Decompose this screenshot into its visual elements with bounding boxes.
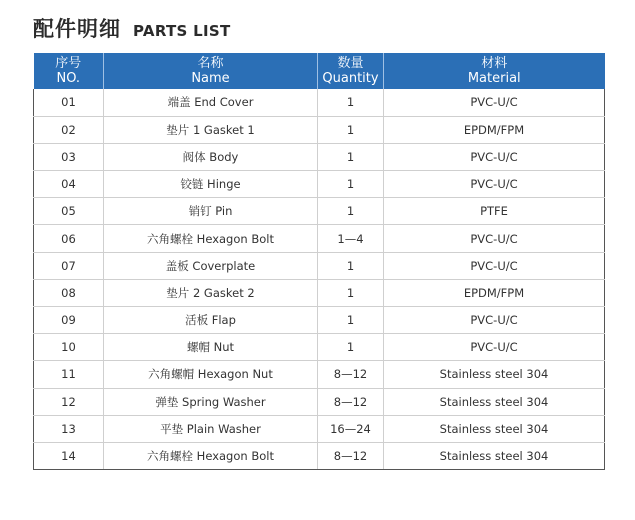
row-number-cell: 07: [34, 252, 104, 279]
title-english: PARTS LIST: [133, 22, 231, 40]
material-cell: Stainless steel 304: [384, 442, 605, 469]
part-name-cell: 阀体 Body: [104, 143, 318, 170]
row-number-cell: 14: [34, 442, 104, 469]
column-header-zh: 名称: [197, 56, 224, 71]
column-header-zh: 序号: [55, 56, 82, 71]
table-row: [34, 198, 605, 225]
quantity-cell: 8—12: [318, 388, 384, 415]
part-name-cell: 端盖 End Cover: [104, 89, 318, 116]
row-number-cell: 06: [34, 225, 104, 252]
material-cell: Stainless steel 304: [384, 415, 605, 442]
row-number-cell: 03: [34, 143, 104, 170]
quantity-cell: 1: [318, 143, 384, 170]
column-header-en: NO.: [56, 71, 81, 86]
material-cell: Stainless steel 304: [384, 361, 605, 388]
quantity-cell: 8—12: [318, 442, 384, 469]
table-row: [34, 252, 605, 279]
table-row: [34, 388, 605, 415]
part-name-cell: 螺帽 Nut: [104, 334, 318, 361]
quantity-cell: 1: [318, 89, 384, 116]
material-cell: PVC-U/C: [384, 252, 605, 279]
quantity-cell: 16—24: [318, 415, 384, 442]
material-cell: EPDM/FPM: [384, 279, 605, 306]
table-body: [34, 89, 605, 470]
quantity-cell: 1: [318, 279, 384, 306]
part-name-cell: 销钉 Pin: [104, 198, 318, 225]
quantity-cell: 1: [318, 116, 384, 143]
row-number-cell: 05: [34, 198, 104, 225]
header-row: [34, 53, 605, 89]
material-cell: PVC-U/C: [384, 89, 605, 116]
column-header-zh: 材料: [481, 56, 508, 71]
table-row: [34, 143, 605, 170]
row-number-cell: 02: [34, 116, 104, 143]
part-name-cell: 垫片 1 Gasket 1: [104, 116, 318, 143]
quantity-cell: 1: [318, 171, 384, 198]
material-cell: PVC-U/C: [384, 334, 605, 361]
row-number-cell: 04: [34, 171, 104, 198]
table-row: [34, 279, 605, 306]
quantity-cell: 1—4: [318, 225, 384, 252]
row-number-cell: 10: [34, 334, 104, 361]
table-row: [34, 171, 605, 198]
part-name-cell: 活板 Flap: [104, 307, 318, 334]
table-row: [34, 334, 605, 361]
part-name-cell: 六角螺栓 Hexagon Bolt: [104, 225, 318, 252]
material-cell: PVC-U/C: [384, 171, 605, 198]
part-name-cell: 弹垫 Spring Washer: [104, 388, 318, 415]
title-chinese: 配件明细: [33, 17, 121, 41]
material-cell: EPDM/FPM: [384, 116, 605, 143]
column-header-en: Name: [191, 71, 230, 86]
column-header-en: Material: [467, 71, 521, 86]
table-row: [34, 307, 605, 334]
row-number-cell: 11: [34, 361, 104, 388]
part-name-cell: 六角螺栓 Hexagon Bolt: [104, 442, 318, 469]
material-cell: PVC-U/C: [384, 307, 605, 334]
material-cell: PVC-U/C: [384, 143, 605, 170]
column-header-material: [384, 53, 605, 89]
row-number-cell: 09: [34, 307, 104, 334]
column-header-zh: 数量: [337, 56, 364, 71]
table-header: [34, 53, 605, 89]
part-name-cell: 垫片 2 Gasket 2: [104, 279, 318, 306]
quantity-cell: 1: [318, 334, 384, 361]
page-title: [33, 13, 231, 43]
quantity-cell: 1: [318, 252, 384, 279]
row-number-cell: 12: [34, 388, 104, 415]
material-cell: PTFE: [384, 198, 605, 225]
row-number-cell: 13: [34, 415, 104, 442]
table-row: [34, 89, 605, 116]
part-name-cell: 六角螺帽 Hexagon Nut: [104, 361, 318, 388]
column-header-quantity: [318, 53, 384, 89]
part-name-cell: 盖板 Coverplate: [104, 252, 318, 279]
table-row: [34, 361, 605, 388]
row-number-cell: 08: [34, 279, 104, 306]
column-header-en: Quantity: [322, 71, 379, 86]
column-header-name: [104, 53, 318, 89]
table-row: [34, 225, 605, 252]
table-row: [34, 442, 605, 469]
parts-table: [33, 53, 605, 470]
material-cell: PVC-U/C: [384, 225, 605, 252]
row-number-cell: 01: [34, 89, 104, 116]
column-header-no: [34, 53, 104, 89]
table-row: [34, 116, 605, 143]
quantity-cell: 1: [318, 307, 384, 334]
quantity-cell: 1: [318, 198, 384, 225]
part-name-cell: 平垫 Plain Washer: [104, 415, 318, 442]
table-row: [34, 415, 605, 442]
material-cell: Stainless steel 304: [384, 388, 605, 415]
part-name-cell: 铰链 Hinge: [104, 171, 318, 198]
quantity-cell: 8—12: [318, 361, 384, 388]
